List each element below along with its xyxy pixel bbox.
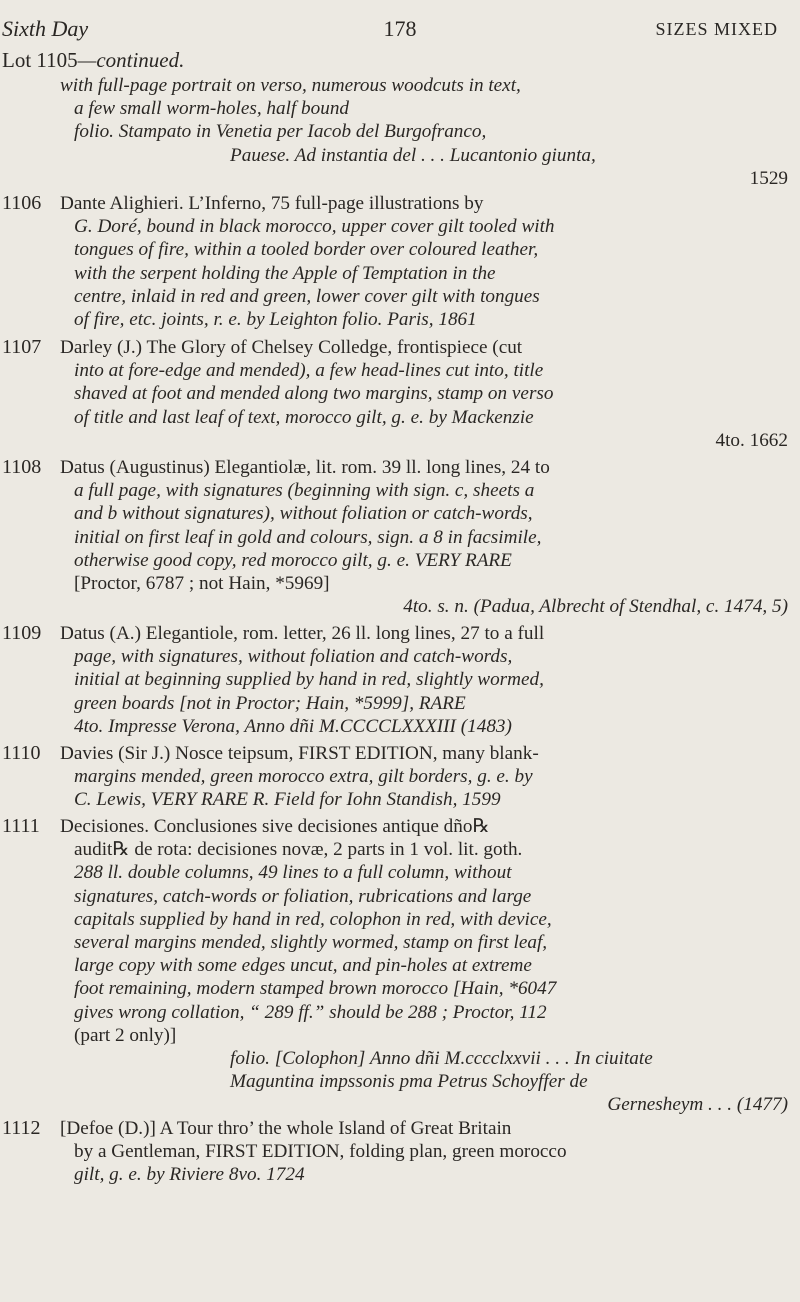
- entry-line: initial at beginning supplied by hand in red, slightly wormed,: [74, 669, 544, 691]
- header-section: SIZES MIXED: [655, 19, 778, 39]
- entry-line: tongues of fire, within a tooled border over coloured leather,: [74, 239, 539, 261]
- lot-number: 1109: [2, 622, 42, 644]
- entry-line: capitals supplied by hand in red, colophon in red, with device,: [74, 908, 552, 930]
- entry-line: 288 ll. double columns, 49 lines to a full column, without: [74, 862, 512, 884]
- entry-line: Dante Alighieri. L’Inferno, 75 full-page illustrations by: [60, 193, 484, 214]
- entry-line: Gernesheym . . . (1477): [607, 1094, 788, 1116]
- entry-line: by a Gentleman, FIRST EDITION, folding plan, green morocco: [74, 1141, 567, 1163]
- entry-line: green boards [not in Proctor; Hain, *5999], RARE: [74, 692, 466, 714]
- entry-line: 4to. 1662: [715, 429, 788, 451]
- entry-line: foot remaining, modern stamped brown morocco [Hain, *6047: [74, 978, 557, 1000]
- entry-line: of fire, etc. joints, r. e. by Leighton folio. Paris, 1861: [74, 308, 477, 330]
- entry-line: Davies (Sir J.) Nosce teipsum, FIRST EDITION, many blank-: [60, 743, 539, 764]
- header-day: Sixth Day: [2, 16, 89, 41]
- lot-number: 1110: [2, 742, 41, 764]
- entry-line: G. Doré, bound in black morocco, upper cover gilt tooled with: [74, 216, 555, 238]
- entry-line: 4to. s. n. (Padua, Albrecht of Stendhal, c. 1474, 5): [403, 596, 788, 618]
- lot-continuation-heading: [2, 48, 184, 73]
- entry-line: 4to. Impresse Verona, Anno dñi M.CCCCLXXXIII (1483): [74, 715, 512, 737]
- lot-number: 1107: [2, 336, 42, 358]
- entry-line: a full page, with signatures (beginning with sign. c, sheets a: [74, 480, 535, 502]
- entry-line: Maguntina impssonis pma Petrus Schoyffer de: [230, 1071, 588, 1093]
- entry-line: folio. [Colophon] Anno dñi M.cccclxxvii . . . In ciuitate: [230, 1047, 653, 1069]
- entry-line: Darley (J.) The Glory of Chelsey Colledge, frontispiece (cut: [60, 337, 523, 358]
- entry-line: Datus (Augustinus) Elegantiolæ, lit. rom. 39 ll. long lines, 24 to: [60, 457, 550, 478]
- entry-line: Decisiones. Conclusiones sive decisiones antique dño℞: [60, 816, 490, 837]
- entry-line: a few small worm-holes, half bound: [74, 98, 350, 120]
- entry-line: [Defoe (D.)] A Tour thro’ the whole Island of Great Britain: [60, 1118, 512, 1139]
- entry-line: Pauese. Ad instantia del . . . Lucantonio giunta,: [230, 144, 596, 166]
- lot-label: Lot 1105: [2, 48, 78, 72]
- entry-line: shaved at foot and mended along two margins, stamp on verso: [74, 383, 554, 405]
- entry-line: margins mended, green morocco extra, gilt borders, g. e. by: [74, 766, 533, 788]
- entry-line: large copy with some edges uncut, and pin-holes at extreme: [74, 955, 532, 977]
- running-header: [0, 16, 800, 46]
- entry-line: with full-page portrait on verso, numerous woodcuts in text,: [60, 75, 521, 96]
- entry-line: initial on first leaf in gold and colours, sign. a 8 in facsimile,: [74, 526, 542, 548]
- lot-number: 1111: [2, 815, 40, 837]
- lot-number: 1108: [2, 456, 42, 478]
- entry-line: C. Lewis, VERY RARE R. Field for Iohn Standish, 1599: [74, 789, 501, 811]
- entry-line: 1529: [749, 167, 788, 189]
- lot-number: 1106: [2, 192, 42, 214]
- entry-line: of title and last leaf of text, morocco gilt, g. e. by Mackenzie: [74, 406, 534, 428]
- continued-label: —continued.: [77, 48, 185, 72]
- entry-line: otherwise good copy, red morocco gilt, g. e. VERY RARE: [74, 549, 512, 571]
- page-number: 178: [383, 16, 417, 41]
- entry-line: Datus (A.) Elegantiole, rom. letter, 26 ll. long lines, 27 to a full: [60, 623, 545, 644]
- entry-line: and b without signatures), without foliation or catch-words,: [74, 503, 533, 525]
- entry-line: several margins mended, slightly wormed, stamp on first leaf,: [74, 931, 548, 953]
- entry-line: page, with signatures, without foliation and catch-words,: [74, 646, 513, 668]
- entry-line: gilt, g. e. by Riviere 8vo. 1724: [74, 1164, 305, 1186]
- entry-line: into at fore-edge and mended), a few head-lines cut into, title: [74, 360, 544, 382]
- entry-line: with the serpent holding the Apple of Temptation in the: [74, 262, 496, 284]
- entry-line: (part 2 only)]: [74, 1024, 177, 1046]
- entry-line: [Proctor, 6787 ; not Hain, *5969]: [74, 572, 330, 594]
- entry-line: centre, inlaid in red and green, lower cover gilt with tongues: [74, 285, 540, 307]
- entry-line: signatures, catch-words or foliation, rubrications and large: [74, 885, 532, 907]
- entry-line: folio. Stampato in Venetia per Iacob del Burgofranco,: [74, 121, 487, 143]
- entry-line: gives wrong collation, “ 289 ff.” should be 288 ; Proctor, 112: [74, 1001, 547, 1023]
- entry-line: audit℞ de rota: decisiones novæ, 2 parts in 1 vol. lit. goth.: [74, 839, 523, 861]
- lot-number: 1112: [2, 1117, 41, 1139]
